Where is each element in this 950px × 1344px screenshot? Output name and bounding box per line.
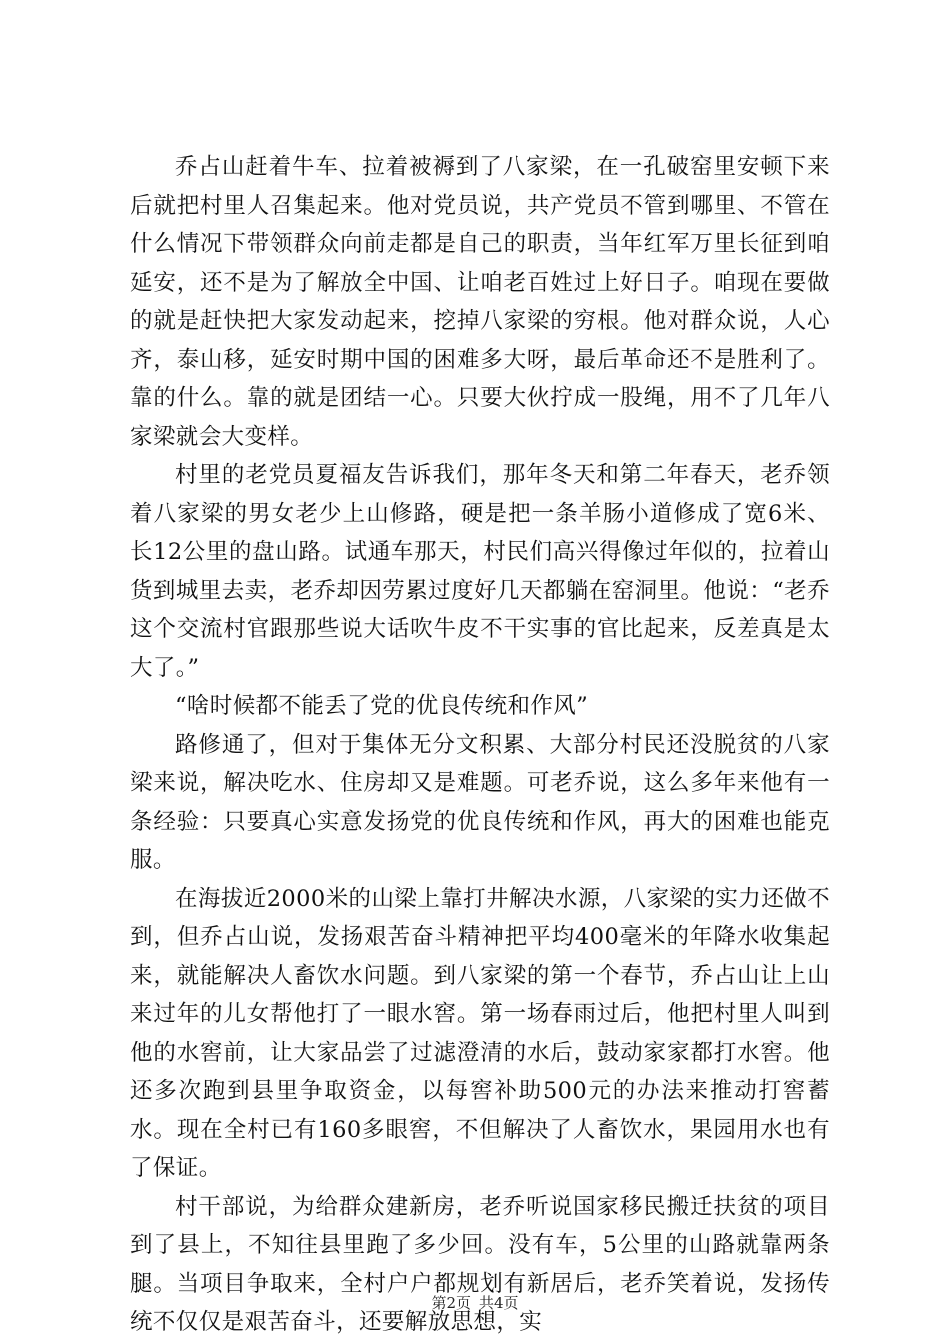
paragraph-5: 村干部说，为给群众建新房，老乔听说国家移民搬迁扶贫的项目到了县上，不知往县里跑了多少回。没有车，5公里的山路就靠两条腿。当项目争取来，全村户户都规划有新居后，老乔笑着说，发扬传统不仅仅是艰苦奋斗，还要解放思想，实 [130,1193,830,1335]
page-total: 共4页 [479,1294,519,1312]
paragraph-3: 路修通了，但对于集体无分文积累、大部分村民还没脱贫的八家梁来说，解决吃水、住房却又是难题。可老乔说，这么多年来他有一条经验：只要真心实意发扬党的优良传统和作风，再大的困难也能克服。 [130,731,830,873]
paragraph-1: 乔占山赶着牛车、拉着被褥到了八家梁，在一孔破窑里安顿下来后就把村里人召集起来。他对党员说，共产党员不管到哪里、不管在什么情况下带领群众向前走都是自己的职责，当年红军万里长征到咱延安，还不是为了解放全中国、让咱老百姓过上好日子。咱现在要做的就是赶快把大家发动起来，挖掉八家梁的穷根。他对群众说，人心齐，泰山移，延安时期中国的困难多大呀，最后革命还不是胜利了。靠的什么。靠的就是团结一心。只要大伙拧成一股绳，用不了几年八家梁就会大变样。 [130,154,830,450]
document-body [130,148,830,1342]
paragraph-2: 村里的老党员夏福友告诉我们，那年冬天和第二年春天，老乔领着八家梁的男女老少上山修路，硬是把一条羊肠小道修成了宽6米、长12公里的盘山路。试通车那天，村民们高兴得像过年似的，拉着山货到城里去卖，老乔却因劳累过度好几天都躺在窑洞里。他说：“老乔这个交流村官跟那些说大话吹牛皮不干实事的官比起来，反差真是太大了。” [130,462,830,681]
page-footer [0,1293,950,1313]
section-heading: “啥时候都不能丢了党的优良传统和作风” [175,693,589,719]
paragraph-4: 在海拔近2000米的山梁上靠打井解决水源，八家梁的实力还做不到，但乔占山说，发扬艰苦奋斗精神把平均400毫米的年降水收集起来，就能解决人畜饮水问题。到八家梁的第一个春节，乔占山让上山来过年的儿女帮他打了一眼水窖。第一场春雨过后，他把村里人叫到他的水窖前，让大家品尝了过滤澄清的水后，鼓动家家都打水窖。他还多次跑到县里争取资金，以每窖补助500元的办法来推动打窖蓄水。现在全村已有160多眼窖，不但解决了人畜饮水，果园用水也有了保证。 [130,885,830,1181]
page-number: 第2页 [431,1294,471,1312]
